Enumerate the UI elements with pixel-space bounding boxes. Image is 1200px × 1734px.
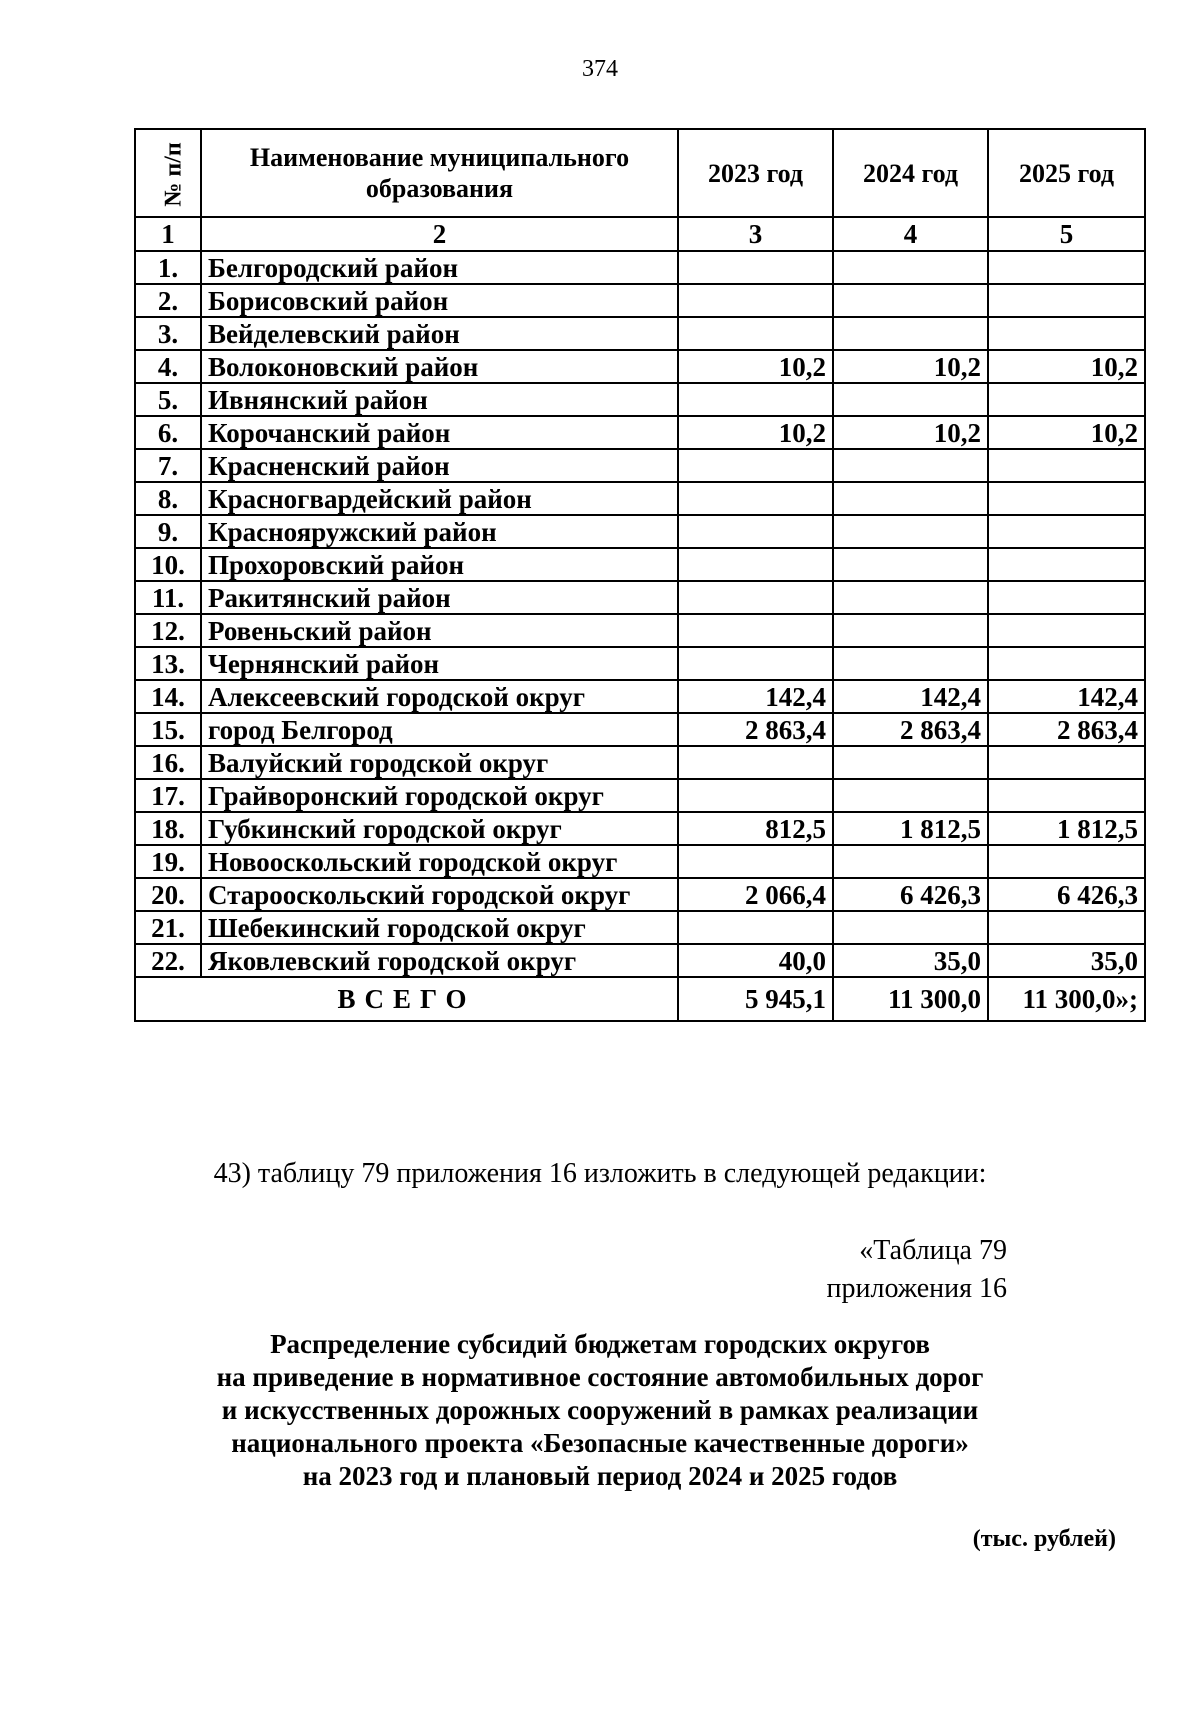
row-value-2024: 142,4 [833, 680, 988, 713]
row-value-2024 [833, 746, 988, 779]
table-row [135, 383, 1145, 416]
row-num: 12. [135, 614, 201, 647]
table-row [135, 878, 1145, 911]
row-name: город Белгород [201, 713, 678, 746]
table-row [135, 581, 1145, 614]
row-value-2023 [678, 548, 833, 581]
caption-line: «Таблица 79 [859, 1235, 1007, 1266]
row-value-2025: 10,2 [988, 350, 1145, 383]
row-value-2025: 1 812,5 [988, 812, 1145, 845]
header-2024: 2024 год [833, 129, 988, 217]
row-num: 9. [135, 515, 201, 548]
heading-line: Распределение субсидий бюджетам городских округов [270, 1329, 930, 1359]
header-2023: 2023 год [678, 129, 833, 217]
row-value-2024 [833, 284, 988, 317]
row-value-2024: 10,2 [833, 416, 988, 449]
header-2025: 2025 год [988, 129, 1145, 217]
row-num: 11. [135, 581, 201, 614]
row-value-2024 [833, 647, 988, 680]
row-num: 15. [135, 713, 201, 746]
row-name: Новооскольский городской округ [201, 845, 678, 878]
row-name: Ракитянский район [201, 581, 678, 614]
row-num: 10. [135, 548, 201, 581]
row-name: Старооскольский городской округ [201, 878, 678, 911]
table-row [135, 845, 1145, 878]
row-value-2025 [988, 284, 1145, 317]
row-name: Грайворонский городской округ [201, 779, 678, 812]
table-row [135, 350, 1145, 383]
table-row [135, 515, 1145, 548]
row-num: 19. [135, 845, 201, 878]
unit-label: (тыс. рублей) [972, 1526, 1116, 1552]
row-name: Вейделевский район [201, 317, 678, 350]
row-num: 1. [135, 251, 201, 284]
row-value-2025: 142,4 [988, 680, 1145, 713]
row-value-2023 [678, 581, 833, 614]
row-name: Красногвардейский район [201, 482, 678, 515]
table-row [135, 779, 1145, 812]
row-value-2025 [988, 845, 1145, 878]
amendment-text: 43) таблицу 79 приложения 16 изложить в следующей редакции: [213, 1158, 987, 1189]
row-num: 8. [135, 482, 201, 515]
total-value-2023: 5 945,1 [678, 977, 833, 1021]
row-name: Алексеевский городской округ [201, 680, 678, 713]
header-num: № п/п [135, 129, 201, 217]
row-value-2023: 10,2 [678, 416, 833, 449]
row-value-2025 [988, 581, 1145, 614]
table-row [135, 680, 1145, 713]
row-num: 20. [135, 878, 201, 911]
caption-line: приложения 16 [826, 1273, 1007, 1304]
row-value-2023 [678, 614, 833, 647]
row-name: Прохоровский район [201, 548, 678, 581]
row-value-2023 [678, 779, 833, 812]
row-value-2023 [678, 845, 833, 878]
row-name: Шебекинский городской округ [201, 911, 678, 944]
row-value-2023 [678, 482, 833, 515]
row-name: Белгородский район [201, 251, 678, 284]
row-value-2025 [988, 779, 1145, 812]
row-value-2025 [988, 746, 1145, 779]
row-value-2024 [833, 383, 988, 416]
row-value-2024: 6 426,3 [833, 878, 988, 911]
row-name: Корочанский район [201, 416, 678, 449]
row-name: Валуйский городской округ [201, 746, 678, 779]
row-value-2023 [678, 746, 833, 779]
row-value-2023 [678, 383, 833, 416]
section-heading [0, 1328, 1200, 1493]
table-row [135, 812, 1145, 845]
row-name: Яковлевский городской округ [201, 944, 678, 977]
row-value-2023: 2 863,4 [678, 713, 833, 746]
row-value-2025 [988, 614, 1145, 647]
row-num: 17. [135, 779, 201, 812]
heading-line: на приведение в нормативное состояние автомобильных дорог [216, 1362, 984, 1392]
row-num: 4. [135, 350, 201, 383]
row-name: Губкинский городской округ [201, 812, 678, 845]
row-value-2025 [988, 548, 1145, 581]
row-num: 7. [135, 449, 201, 482]
row-name: Ивнянский район [201, 383, 678, 416]
row-value-2023 [678, 284, 833, 317]
total-row [135, 977, 1145, 1021]
page-number: 374 [582, 56, 618, 82]
table-row [135, 317, 1145, 350]
row-value-2025 [988, 383, 1145, 416]
row-value-2025: 35,0 [988, 944, 1145, 977]
row-name: Красненский район [201, 449, 678, 482]
total-label: ВСЕГО [135, 977, 678, 1021]
table-row [135, 746, 1145, 779]
row-value-2025: 2 863,4 [988, 713, 1145, 746]
row-num: 5. [135, 383, 201, 416]
row-num: 3. [135, 317, 201, 350]
column-number: 5 [988, 217, 1145, 251]
table-row [135, 713, 1145, 746]
row-value-2025 [988, 911, 1145, 944]
row-value-2024 [833, 317, 988, 350]
table-row [135, 482, 1145, 515]
row-value-2023: 812,5 [678, 812, 833, 845]
row-value-2024 [833, 482, 988, 515]
table-row [135, 449, 1145, 482]
row-num: 14. [135, 680, 201, 713]
column-number: 3 [678, 217, 833, 251]
row-value-2024 [833, 449, 988, 482]
heading-line: национального проекта «Безопасные качественные дороги» [231, 1428, 969, 1458]
row-name: Чернянский район [201, 647, 678, 680]
row-value-2024 [833, 515, 988, 548]
row-num: 6. [135, 416, 201, 449]
table-caption [827, 1232, 1008, 1308]
table-row [135, 251, 1145, 284]
total-value-2025: 11 300,0»; [988, 977, 1145, 1021]
row-value-2024: 2 863,4 [833, 713, 988, 746]
heading-line: на 2023 год и плановый период 2024 и 2025 годов [302, 1461, 898, 1491]
row-num: 18. [135, 812, 201, 845]
row-value-2023 [678, 449, 833, 482]
row-value-2023: 2 066,4 [678, 878, 833, 911]
row-value-2025 [988, 449, 1145, 482]
row-value-2025 [988, 647, 1145, 680]
total-value-2024: 11 300,0 [833, 977, 988, 1021]
row-value-2024 [833, 779, 988, 812]
table-row [135, 911, 1145, 944]
table-row [135, 614, 1145, 647]
heading-line: и искусственных дорожных сооружений в рамках реализации [221, 1395, 979, 1425]
column-number: 1 [135, 217, 201, 251]
row-value-2023 [678, 647, 833, 680]
row-name: Краснояружский район [201, 515, 678, 548]
table-row [135, 647, 1145, 680]
table-header-row [135, 129, 1145, 217]
row-value-2024 [833, 614, 988, 647]
row-num: 16. [135, 746, 201, 779]
row-value-2025: 10,2 [988, 416, 1145, 449]
row-value-2023 [678, 515, 833, 548]
row-value-2025 [988, 251, 1145, 284]
row-value-2024 [833, 548, 988, 581]
row-value-2024: 35,0 [833, 944, 988, 977]
table-row [135, 416, 1145, 449]
row-value-2025 [988, 482, 1145, 515]
row-value-2023: 40,0 [678, 944, 833, 977]
subsidy-table [134, 128, 1146, 1022]
row-value-2023 [678, 317, 833, 350]
row-value-2024: 10,2 [833, 350, 988, 383]
table-row [135, 284, 1145, 317]
column-number: 4 [833, 217, 988, 251]
header-name: Наименование муниципального образования [201, 129, 678, 217]
column-number-row [135, 217, 1145, 251]
row-value-2023 [678, 911, 833, 944]
column-number: 2 [201, 217, 678, 251]
table-row [135, 548, 1145, 581]
row-num: 21. [135, 911, 201, 944]
row-value-2024 [833, 581, 988, 614]
row-name: Ровеньский район [201, 614, 678, 647]
row-value-2024 [833, 911, 988, 944]
row-value-2025 [988, 515, 1145, 548]
row-value-2024 [833, 845, 988, 878]
row-value-2024: 1 812,5 [833, 812, 988, 845]
table-row [135, 944, 1145, 977]
row-value-2024 [833, 251, 988, 284]
row-num: 2. [135, 284, 201, 317]
row-value-2025: 6 426,3 [988, 878, 1145, 911]
row-value-2025 [988, 317, 1145, 350]
row-value-2023 [678, 251, 833, 284]
row-value-2023: 10,2 [678, 350, 833, 383]
row-num: 22. [135, 944, 201, 977]
row-name: Борисовский район [201, 284, 678, 317]
row-value-2023: 142,4 [678, 680, 833, 713]
row-num: 13. [135, 647, 201, 680]
row-name: Волоконовский район [201, 350, 678, 383]
